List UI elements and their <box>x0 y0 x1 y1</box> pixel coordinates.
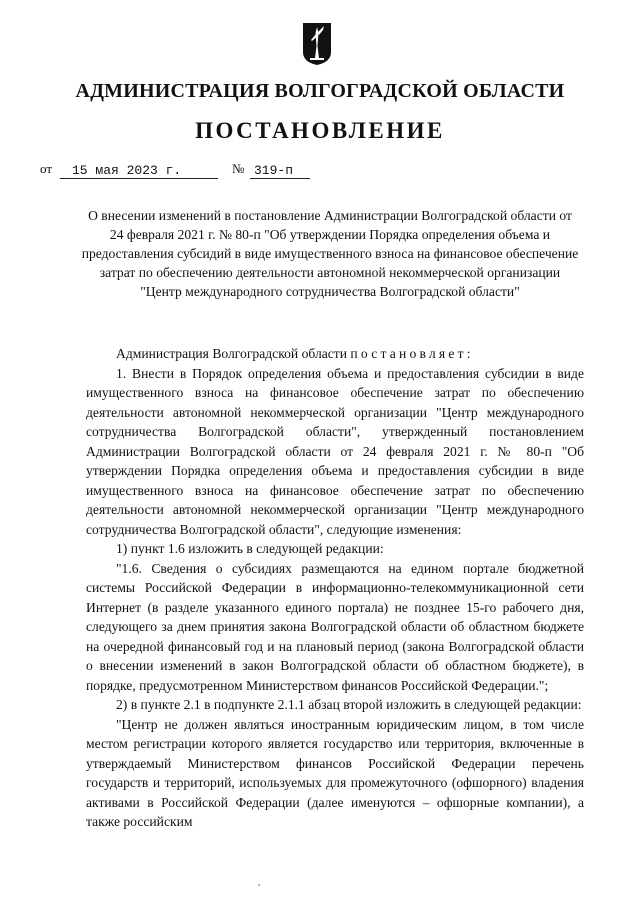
date-number-line <box>40 158 600 182</box>
date-from-label: от <box>40 161 53 176</box>
paragraph-2: 1) пункт 1.6 изложить в следующей редакции: <box>116 541 384 556</box>
paragraph-4: 2) в пункте 2.1 в подпункте 2.1.1 абзац второй изложить в следующей редакции: <box>116 697 582 712</box>
page-mark <box>258 884 260 886</box>
intro-paragraph <box>86 344 584 364</box>
document-date: 15 мая 2023 г. <box>72 163 182 178</box>
intro-text: Администрация Волгоградской области <box>116 346 348 361</box>
document-number: 319-п <box>254 163 294 178</box>
date-underline <box>60 178 218 179</box>
paragraph-1: 1. Внести в Порядок определения объема и предоставления субсидии в виде имущественного взноса на финансовое обеспечение затрат по обеспечению деятельности автономной некоммерческой организации "Центр международного сотрудничества Волгоградской области", утвержденный постановлением Администрации Волгоградской области от 24 февраля 2021 г. № 80-п "Об утверждении Порядка определения объема и предоставления субсидии в виде имущественного взноса на финансовое обеспечение затрат по обеспечению деятельности автономной некоммерческой организации "Центр международного сотрудничества Волгоградской области", следующие изменения: <box>86 365 584 537</box>
number-underline <box>250 178 310 179</box>
document-title: О внесении изменений в постановление Администрации Волгоградской области от 24 февраля 2021 г. № 80-п "Об утверждении Порядка определения объема и предоставления субсидий в виде имущественного взноса на финансовое обеспечение затрат по обеспечению деятельности автономной некоммерческой организации "Центр международного сотрудничества Волгоградской области" <box>81 208 579 299</box>
paragraph-3: "1.6. Сведения о субсидиях размещаются на едином портале бюджетной системы Российской Федерации в информационно-телекоммуникационной сети Интернет (в разделе указанного единого портала) не позднее 15-го рабочего дня, следующего за днем принятия закона Волгоградской области об областном бюджете на очередной финансовый год и на плановый период (закона Волгоградской области о внесении изменений в закон Волгоградской области об областном бюджете), в порядке, предусмотренном Министерством финансов Российской Федерации."; <box>86 560 584 693</box>
document-body <box>86 344 584 832</box>
paragraph-5: "Центр не должен являться иностранным юридическим лицом, в том числе местом регистрации которого является государство или территория, включенные в утверждаемый Министерством финансов Российской Федерации перечень государств и территорий, используемых для промежуточного (офшорного) владения активами в Российской Федерации (далее именуются – офшорные компании), а также российским <box>86 716 584 829</box>
intro-decree-word: постановляет: <box>350 346 474 361</box>
number-label: № <box>232 161 245 176</box>
organization-name: АДМИНИСТРАЦИЯ ВОЛГОГРАДСКОЙ ОБЛАСТИ <box>75 80 565 102</box>
document-type: ПОСТАНОВЛЕНИЕ <box>195 118 445 143</box>
coat-of-arms-icon <box>302 22 332 66</box>
